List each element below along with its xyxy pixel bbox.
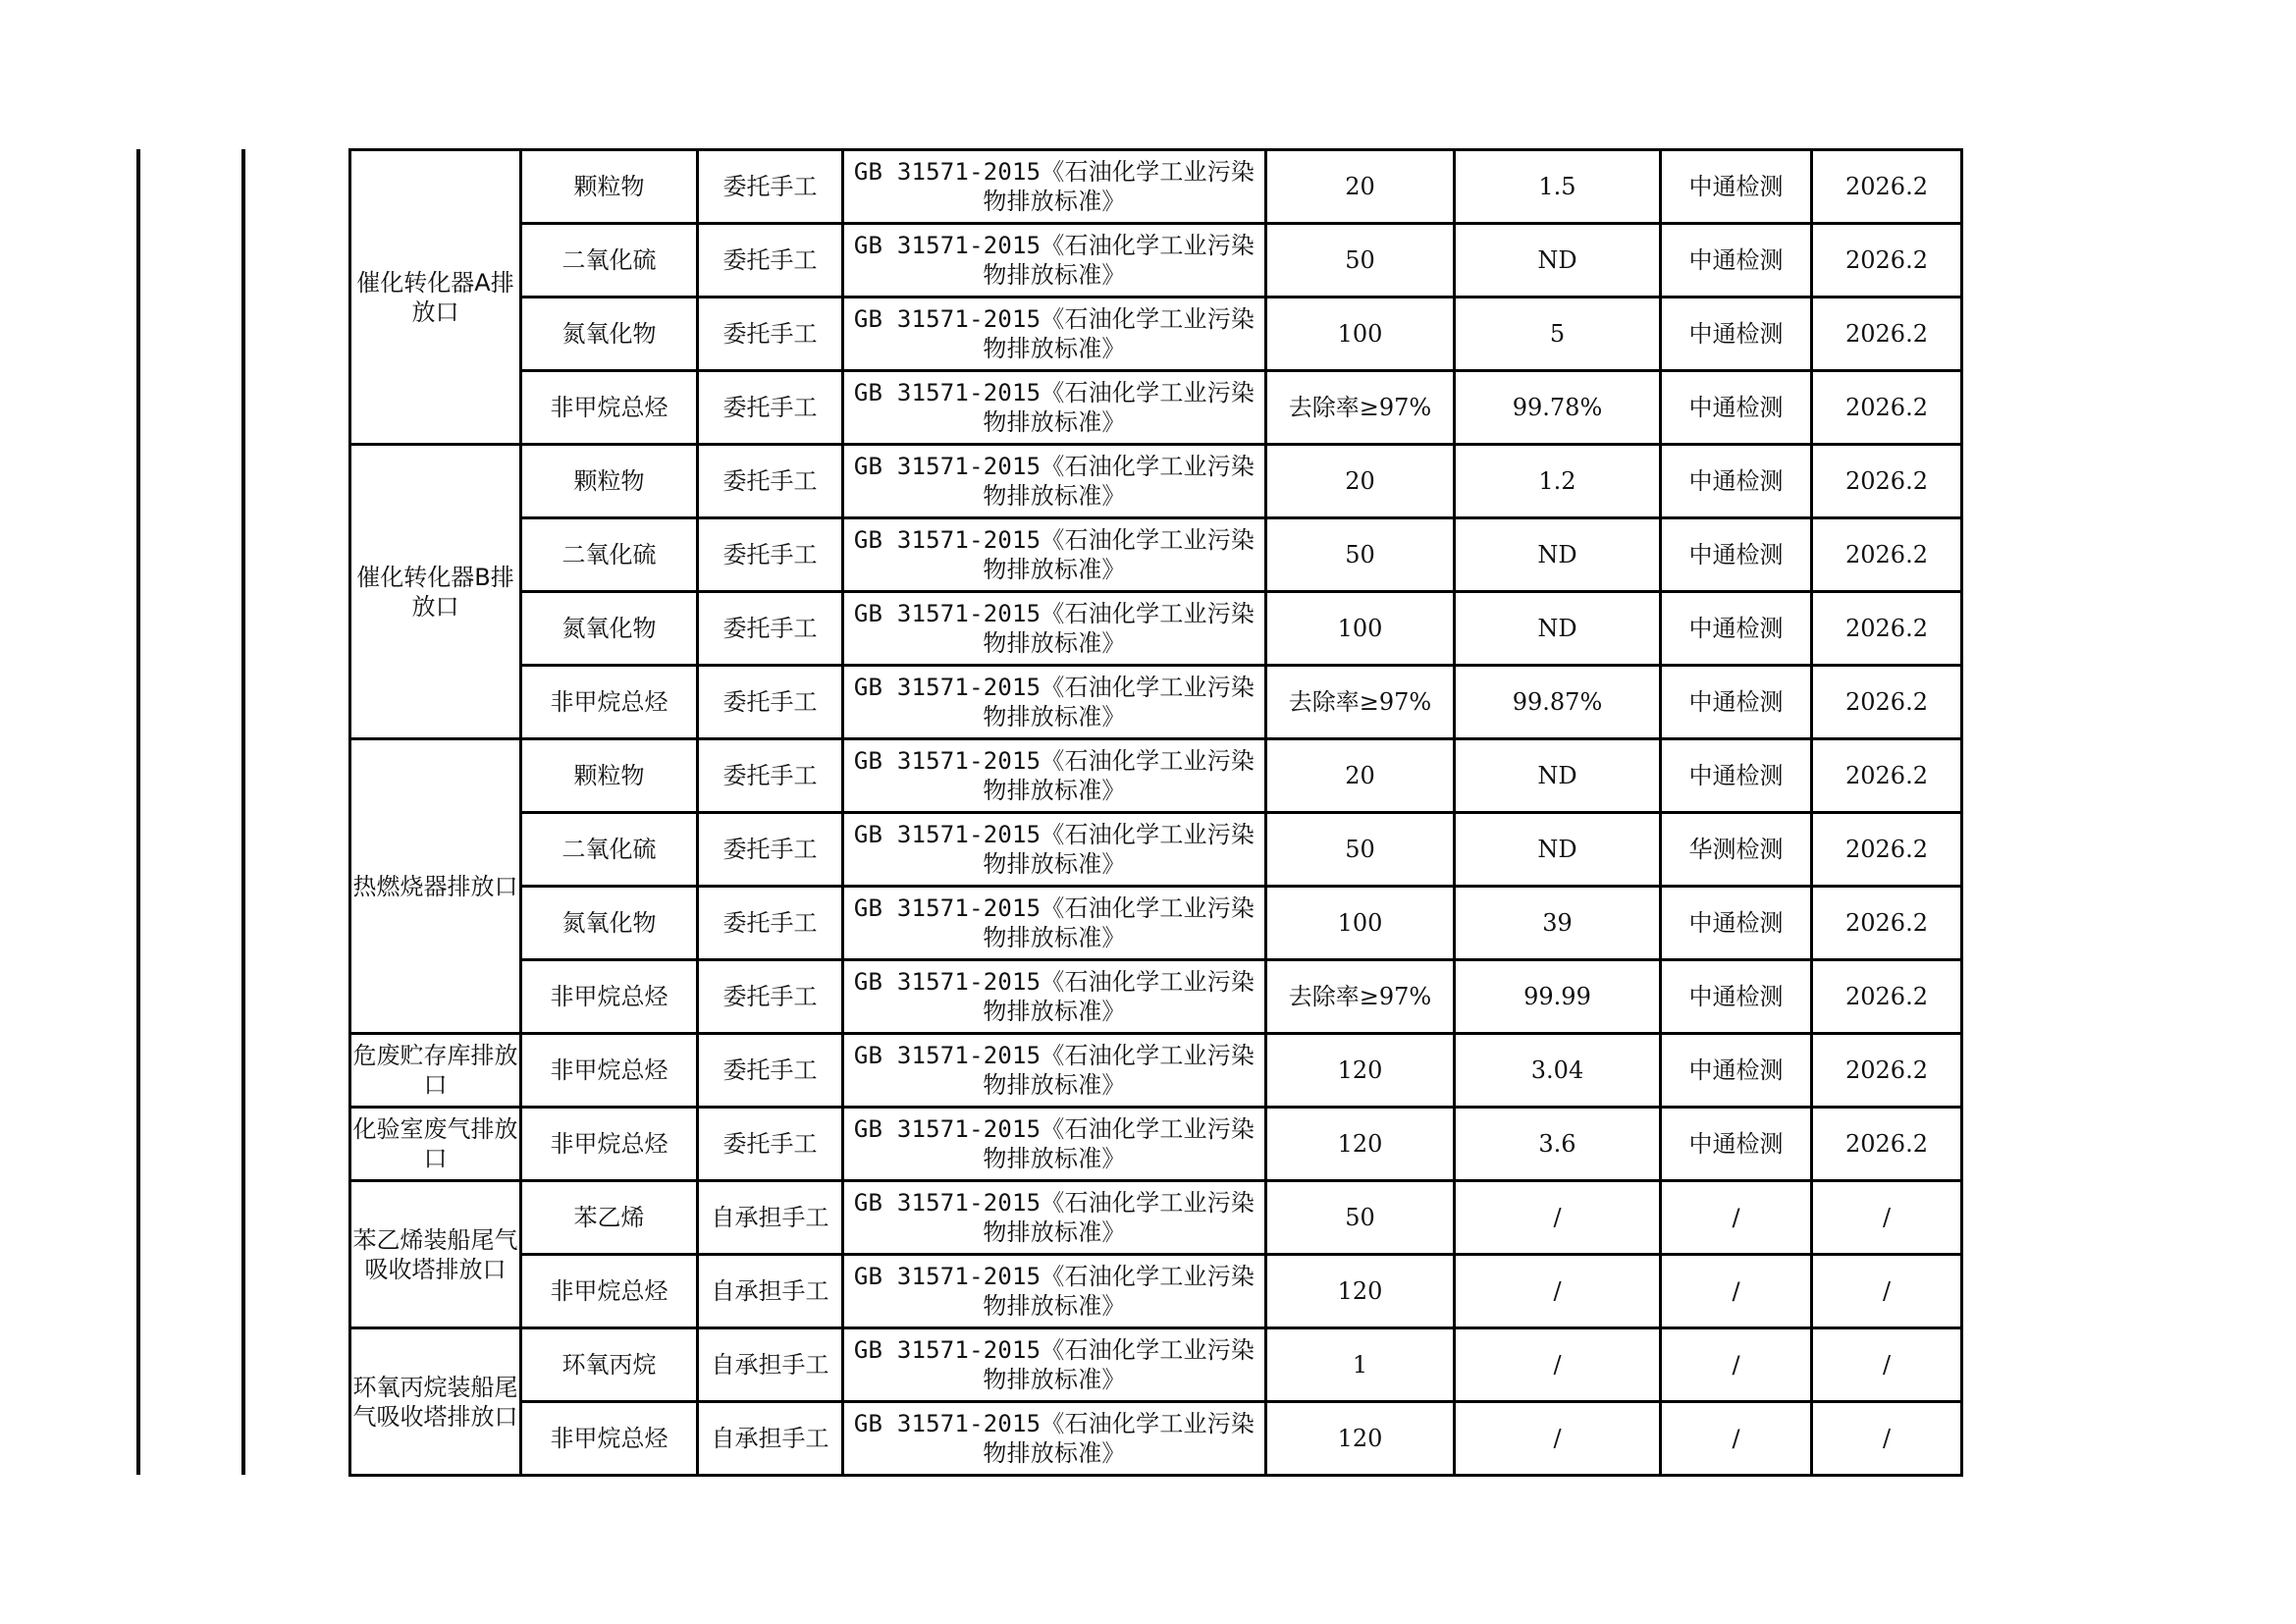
standard-cell: GB 31571-2015《石油化学工业污染物排放标准》 (843, 592, 1266, 666)
standard-cell: GB 31571-2015《石油化学工业污染物排放标准》 (843, 1328, 1266, 1402)
testing-org-cell: 中通检测 (1661, 371, 1812, 445)
result-cell: ND (1455, 518, 1661, 592)
testing-org-cell: 中通检测 (1661, 887, 1812, 960)
table-row (350, 1328, 1962, 1402)
testing-org-cell: 中通检测 (1661, 445, 1812, 518)
method-cell: 委托手工 (698, 1034, 843, 1108)
limit-cell: 50 (1266, 813, 1455, 887)
testing-org-cell: 中通检测 (1661, 739, 1812, 813)
testing-org-cell: 中通检测 (1661, 592, 1812, 666)
pollutant-cell: 颗粒物 (521, 445, 698, 518)
table-row (350, 224, 1962, 298)
limit-cell: 50 (1266, 1181, 1455, 1255)
table-row (350, 445, 1962, 518)
method-cell: 委托手工 (698, 298, 843, 371)
table-row (350, 960, 1962, 1034)
outlet-location-cell: 苯乙烯装船尾气吸收塔排放口 (350, 1181, 521, 1328)
result-cell: 1.2 (1455, 445, 1661, 518)
table-row (350, 518, 1962, 592)
limit-cell: 120 (1266, 1108, 1455, 1181)
testing-org-cell: 中通检测 (1661, 666, 1812, 739)
method-cell: 自承担手工 (698, 1328, 843, 1402)
standard-cell: GB 31571-2015《石油化学工业污染物排放标准》 (843, 518, 1266, 592)
date-cell: 2026.2 (1812, 150, 1962, 224)
method-cell: 委托手工 (698, 813, 843, 887)
standard-cell: GB 31571-2015《石油化学工业污染物排放标准》 (843, 1402, 1266, 1476)
method-cell: 委托手工 (698, 518, 843, 592)
table-row (350, 298, 1962, 371)
standard-cell: GB 31571-2015《石油化学工业污染物排放标准》 (843, 739, 1266, 813)
limit-cell: 100 (1266, 592, 1455, 666)
limit-cell: 去除率≥97% (1266, 371, 1455, 445)
outlet-location-cell: 热燃烧器排放口 (350, 739, 521, 1034)
date-cell: / (1812, 1402, 1962, 1476)
limit-cell: 去除率≥97% (1266, 960, 1455, 1034)
result-cell: 99.78% (1455, 371, 1661, 445)
pollutant-cell: 氮氧化物 (521, 298, 698, 371)
table-row (350, 1181, 1962, 1255)
pollutant-cell: 二氧化硫 (521, 518, 698, 592)
table-row (350, 371, 1962, 445)
table-row (350, 1034, 1962, 1108)
date-cell: / (1812, 1328, 1962, 1402)
result-cell: ND (1455, 813, 1661, 887)
left-border-line (241, 149, 245, 1475)
standard-cell: GB 31571-2015《石油化学工业污染物排放标准》 (843, 371, 1266, 445)
standard-cell: GB 31571-2015《石油化学工业污染物排放标准》 (843, 1108, 1266, 1181)
standard-cell: GB 31571-2015《石油化学工业污染物排放标准》 (843, 887, 1266, 960)
result-cell: 3.04 (1455, 1034, 1661, 1108)
method-cell: 委托手工 (698, 592, 843, 666)
left-border-line (136, 149, 140, 1475)
table-row (350, 1402, 1962, 1476)
method-cell: 委托手工 (698, 666, 843, 739)
pollutant-cell: 非甲烷总烃 (521, 666, 698, 739)
standard-cell: GB 31571-2015《石油化学工业污染物排放标准》 (843, 1255, 1266, 1328)
date-cell: 2026.2 (1812, 960, 1962, 1034)
date-cell: 2026.2 (1812, 1108, 1962, 1181)
method-cell: 委托手工 (698, 445, 843, 518)
date-cell: 2026.2 (1812, 224, 1962, 298)
result-cell: 5 (1455, 298, 1661, 371)
result-cell: / (1455, 1255, 1661, 1328)
date-cell: 2026.2 (1812, 371, 1962, 445)
limit-cell: 100 (1266, 887, 1455, 960)
outlet-location-cell: 环氧丙烷装船尾气吸收塔排放口 (350, 1328, 521, 1476)
limit-cell: 1 (1266, 1328, 1455, 1402)
result-cell: 1.5 (1455, 150, 1661, 224)
table-row (350, 592, 1962, 666)
date-cell: 2026.2 (1812, 1034, 1962, 1108)
date-cell: 2026.2 (1812, 739, 1962, 813)
pollutant-cell: 苯乙烯 (521, 1181, 698, 1255)
pollutant-cell: 二氧化硫 (521, 813, 698, 887)
date-cell: / (1812, 1181, 1962, 1255)
pollutant-cell: 非甲烷总烃 (521, 960, 698, 1034)
result-cell: / (1455, 1181, 1661, 1255)
pollutant-cell: 环氧丙烷 (521, 1328, 698, 1402)
table-row (350, 739, 1962, 813)
date-cell: 2026.2 (1812, 666, 1962, 739)
standard-cell: GB 31571-2015《石油化学工业污染物排放标准》 (843, 150, 1266, 224)
result-cell: / (1455, 1402, 1661, 1476)
limit-cell: 20 (1266, 445, 1455, 518)
pollutant-cell: 非甲烷总烃 (521, 1402, 698, 1476)
standard-cell: GB 31571-2015《石油化学工业污染物排放标准》 (843, 298, 1266, 371)
monitoring-table (348, 148, 1963, 1477)
limit-cell: 去除率≥97% (1266, 666, 1455, 739)
testing-org-cell: 中通检测 (1661, 298, 1812, 371)
outlet-location-cell: 催化转化器A排放口 (350, 150, 521, 445)
method-cell: 委托手工 (698, 739, 843, 813)
pollutant-cell: 氮氧化物 (521, 592, 698, 666)
date-cell: 2026.2 (1812, 445, 1962, 518)
testing-org-cell: 中通检测 (1661, 518, 1812, 592)
date-cell: 2026.2 (1812, 298, 1962, 371)
result-cell: 3.6 (1455, 1108, 1661, 1181)
result-cell: ND (1455, 224, 1661, 298)
standard-cell: GB 31571-2015《石油化学工业污染物排放标准》 (843, 224, 1266, 298)
limit-cell: 120 (1266, 1255, 1455, 1328)
testing-org-cell: 华测检测 (1661, 813, 1812, 887)
table-row (350, 1108, 1962, 1181)
limit-cell: 50 (1266, 518, 1455, 592)
pollutant-cell: 颗粒物 (521, 739, 698, 813)
standard-cell: GB 31571-2015《石油化学工业污染物排放标准》 (843, 1181, 1266, 1255)
standard-cell: GB 31571-2015《石油化学工业污染物排放标准》 (843, 666, 1266, 739)
result-cell: / (1455, 1328, 1661, 1402)
testing-org-cell: 中通检测 (1661, 224, 1812, 298)
method-cell: 自承担手工 (698, 1255, 843, 1328)
method-cell: 委托手工 (698, 150, 843, 224)
testing-org-cell: / (1661, 1181, 1812, 1255)
testing-org-cell: 中通检测 (1661, 960, 1812, 1034)
standard-cell: GB 31571-2015《石油化学工业污染物排放标准》 (843, 1034, 1266, 1108)
standard-cell: GB 31571-2015《石油化学工业污染物排放标准》 (843, 445, 1266, 518)
method-cell: 自承担手工 (698, 1402, 843, 1476)
pollutant-cell: 非甲烷总烃 (521, 1108, 698, 1181)
testing-org-cell: / (1661, 1402, 1812, 1476)
testing-org-cell: / (1661, 1328, 1812, 1402)
method-cell: 委托手工 (698, 224, 843, 298)
result-cell: 99.87% (1455, 666, 1661, 739)
method-cell: 委托手工 (698, 1108, 843, 1181)
date-cell: / (1812, 1255, 1962, 1328)
limit-cell: 50 (1266, 224, 1455, 298)
table-row (350, 666, 1962, 739)
limit-cell: 120 (1266, 1402, 1455, 1476)
pollutant-cell: 非甲烷总烃 (521, 371, 698, 445)
result-cell: ND (1455, 592, 1661, 666)
testing-org-cell: 中通检测 (1661, 1108, 1812, 1181)
outlet-location-cell: 催化转化器B排放口 (350, 445, 521, 739)
date-cell: 2026.2 (1812, 887, 1962, 960)
table-row (350, 150, 1962, 224)
table-row (350, 887, 1962, 960)
standard-cell: GB 31571-2015《石油化学工业污染物排放标准》 (843, 813, 1266, 887)
method-cell: 委托手工 (698, 960, 843, 1034)
limit-cell: 20 (1266, 150, 1455, 224)
pollutant-cell: 颗粒物 (521, 150, 698, 224)
testing-org-cell: 中通检测 (1661, 150, 1812, 224)
pollutant-cell: 二氧化硫 (521, 224, 698, 298)
date-cell: 2026.2 (1812, 518, 1962, 592)
method-cell: 自承担手工 (698, 1181, 843, 1255)
standard-cell: GB 31571-2015《石油化学工业污染物排放标准》 (843, 960, 1266, 1034)
table-row (350, 813, 1962, 887)
limit-cell: 100 (1266, 298, 1455, 371)
limit-cell: 20 (1266, 739, 1455, 813)
date-cell: 2026.2 (1812, 813, 1962, 887)
outlet-location-cell: 危废贮存库排放口 (350, 1034, 521, 1108)
method-cell: 委托手工 (698, 887, 843, 960)
result-cell: 39 (1455, 887, 1661, 960)
monitoring-table-body (350, 150, 1962, 1476)
result-cell: ND (1455, 739, 1661, 813)
method-cell: 委托手工 (698, 371, 843, 445)
pollutant-cell: 氮氧化物 (521, 887, 698, 960)
testing-org-cell: / (1661, 1255, 1812, 1328)
outlet-location-cell: 化验室废气排放口 (350, 1108, 521, 1181)
result-cell: 99.99 (1455, 960, 1661, 1034)
limit-cell: 120 (1266, 1034, 1455, 1108)
pollutant-cell: 非甲烷总烃 (521, 1255, 698, 1328)
date-cell: 2026.2 (1812, 592, 1962, 666)
table-row (350, 1255, 1962, 1328)
pollutant-cell: 非甲烷总烃 (521, 1034, 698, 1108)
testing-org-cell: 中通检测 (1661, 1034, 1812, 1108)
